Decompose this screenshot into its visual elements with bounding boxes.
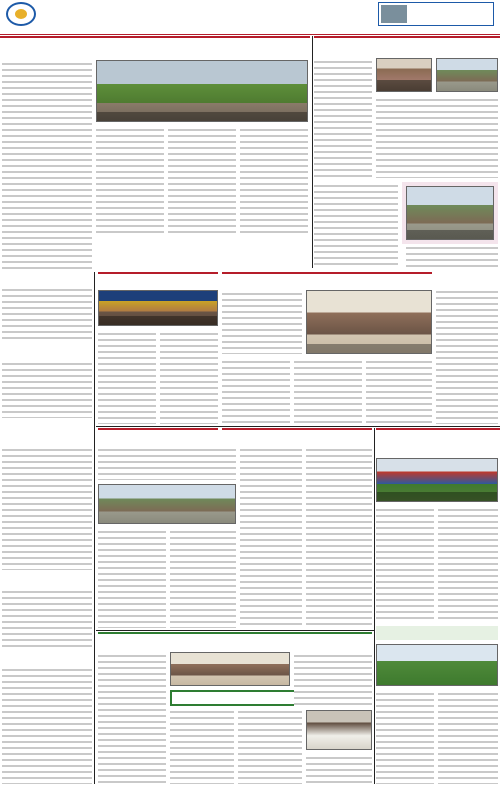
photo-caption [99,316,217,325]
article-text-ujjwala-col2 [170,528,236,628]
headline-bar-main [0,36,310,58]
article-text-kabaddi-col2 [438,506,498,622]
newspaper-logo-icon [6,2,36,26]
photo-caption [377,492,497,501]
article-text-shg-col3 [294,358,362,424]
article-text-left-5 [2,666,92,784]
chandbali-meeting-photo [170,652,290,686]
article-text-main-col4 [240,126,308,236]
school-photo-2 [436,58,498,92]
masthead-rule [0,34,500,35]
ujjwala-distribution-photo [98,484,236,524]
article-text-kabaddi-col1 [376,506,434,622]
headline-bar-kabaddi [376,428,500,456]
article-text-chandbali-col5 [306,754,372,784]
column-rule [312,36,313,268]
article-text-tax-col2 [306,446,372,628]
protest-rally-photo [96,60,308,122]
section-title-bar [112,2,372,28]
school-photo-1 [376,58,432,92]
column-rule [374,428,375,784]
article-text-sand-col2 [160,330,218,424]
headline-bar-shg [222,272,432,288]
article-text-school-col2 [376,96,498,178]
article-text-main-col2 [96,126,164,236]
headline-bar-ujjwala [98,428,218,444]
section-rule [96,426,500,427]
article-text-right-1 [436,288,498,424]
plantation-drive-photo [376,644,498,686]
photo-caption [407,230,493,239]
article-text-chandbali-col2 [170,708,234,784]
article-text-shg-col2 [222,358,290,424]
article-text-chandbali-col3 [238,708,302,784]
photo-caption [97,112,307,121]
bottom-right-subhead-bg [376,626,498,640]
headline-bar-school [314,36,500,54]
kabaddi-team-photo [376,458,498,502]
article-text-left-2 [2,360,92,418]
section-rule [96,630,374,631]
self-help-group-photo [306,290,432,354]
sand-festival-photo [98,290,218,326]
article-text-left-1 [2,286,92,342]
article-text-ujjwala-col1 [98,528,166,628]
headline-bar-tax [222,428,372,444]
article-text-chandbali-col1 [98,652,166,784]
article-text-left-4 [2,588,92,650]
headline-bar-sand-fest [98,272,218,288]
article-text-ujjwala-intro [98,446,236,480]
chandbali-subhead-box [170,690,302,706]
article-text-main-col1 [2,60,92,270]
promo-box [378,2,494,26]
photo-caption [307,344,431,353]
masthead [0,0,500,34]
school-awareness-photo [406,186,494,240]
article-text-school-col1 [314,58,372,178]
article-text-shg-col1 [222,290,302,354]
article-text-tax-col1 [240,446,302,628]
headline-bar-chandbali [98,632,372,650]
column-rule [94,272,95,784]
article-text-shg-col4 [366,358,432,424]
article-text-left-3 [2,446,92,570]
article-text-main-col3 [168,126,236,236]
article-text-chandbali-col4 [294,652,372,706]
article-text-school-col4 [406,244,498,268]
article-text-sand-col1 [98,330,156,424]
promo-thumbnail [381,5,407,23]
portrait-photo [306,710,372,750]
article-text-school-col3 [314,182,398,268]
article-text-bottom-right-col2 [438,690,498,784]
article-text-bottom-right-col1 [376,690,434,784]
